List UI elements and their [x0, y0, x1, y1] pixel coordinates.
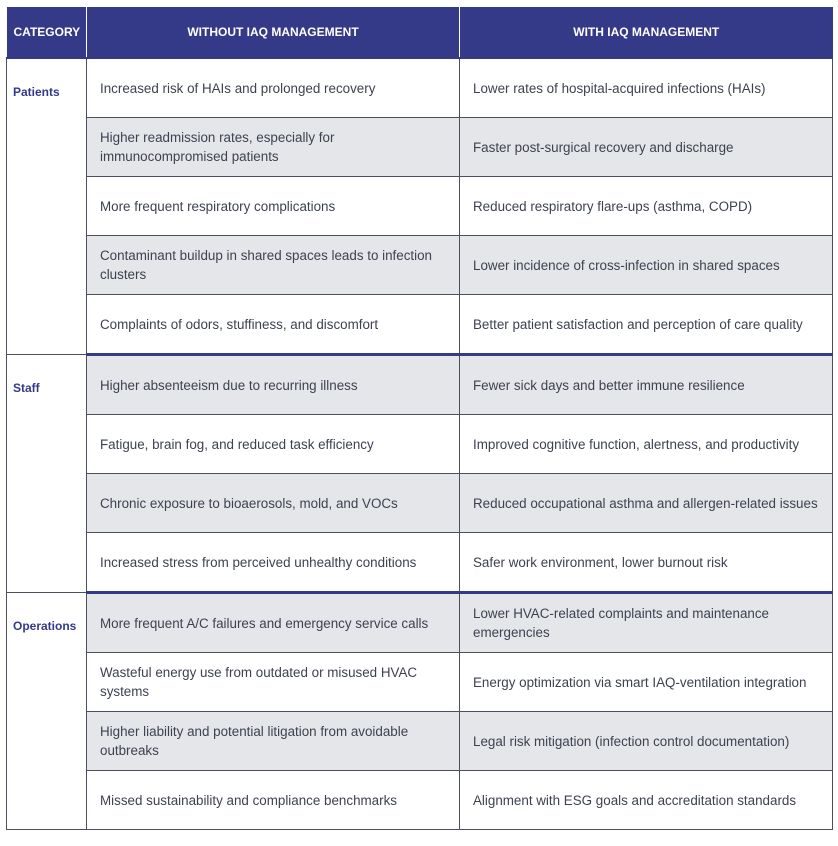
table-row [7, 295, 833, 355]
cell-with: Lower incidence of cross-infection in shared spaces [460, 236, 833, 295]
header-with-iaq: WITH IAQ MANAGEMENT [460, 7, 833, 58]
comparison-table-container [6, 7, 832, 830]
cell-without: Fatigue, brain fog, and reduced task efficiency [87, 415, 460, 474]
table-row [7, 236, 833, 295]
cell-with: Faster post-surgical recovery and discharge [460, 118, 833, 177]
cell-without: Wasteful energy use from outdated or misused HVAC systems [87, 653, 460, 712]
cell-with: Legal risk mitigation (infection control documentation) [460, 712, 833, 771]
cell-with: Lower HVAC-related complaints and maintenance emergencies [460, 593, 833, 653]
header-category: CATEGORY [7, 7, 87, 58]
cell-without: Higher absenteeism due to recurring illness [87, 355, 460, 415]
table-header [7, 7, 833, 58]
table-row [7, 771, 833, 830]
cell-with: Safer work environment, lower burnout risk [460, 533, 833, 593]
cell-with: Reduced respiratory flare-ups (asthma, COPD) [460, 177, 833, 236]
cell-with: Lower rates of hospital-acquired infections (HAIs) [460, 58, 833, 118]
category-staff: Staff [7, 355, 87, 593]
table-row [7, 653, 833, 712]
cell-with: Energy optimization via smart IAQ-ventilation integration [460, 653, 833, 712]
iaq-comparison-table [6, 7, 833, 830]
cell-with: Reduced occupational asthma and allergen-related issues [460, 474, 833, 533]
cell-with: Alignment with ESG goals and accreditation standards [460, 771, 833, 830]
table-row [7, 712, 833, 771]
category-patients: Patients [7, 58, 87, 355]
cell-without: Higher readmission rates, especially for immunocompromised patients [87, 118, 460, 177]
table-row [7, 415, 833, 474]
cell-without: Chronic exposure to bioaerosols, mold, and VOCs [87, 474, 460, 533]
cell-without: Complaints of odors, stuffiness, and discomfort [87, 295, 460, 355]
table-row [7, 177, 833, 236]
category-operations: Operations [7, 593, 87, 830]
cell-without: More frequent respiratory complications [87, 177, 460, 236]
table-row [7, 355, 833, 415]
table-row [7, 533, 833, 593]
header-row [7, 7, 833, 58]
table-body [7, 58, 833, 830]
table-row [7, 58, 833, 118]
cell-with: Fewer sick days and better immune resilience [460, 355, 833, 415]
cell-without: More frequent A/C failures and emergency service calls [87, 593, 460, 653]
table-row [7, 474, 833, 533]
cell-without: Increased risk of HAIs and prolonged recovery [87, 58, 460, 118]
cell-without: Contaminant buildup in shared spaces leads to infection clusters [87, 236, 460, 295]
cell-without: Increased stress from perceived unhealthy conditions [87, 533, 460, 593]
table-row [7, 593, 833, 653]
header-without-iaq: WITHOUT IAQ MANAGEMENT [87, 7, 460, 58]
table-row [7, 118, 833, 177]
cell-without: Missed sustainability and compliance benchmarks [87, 771, 460, 830]
cell-with: Improved cognitive function, alertness, and productivity [460, 415, 833, 474]
cell-with: Better patient satisfaction and perception of care quality [460, 295, 833, 355]
cell-without: Higher liability and potential litigation from avoidable outbreaks [87, 712, 460, 771]
